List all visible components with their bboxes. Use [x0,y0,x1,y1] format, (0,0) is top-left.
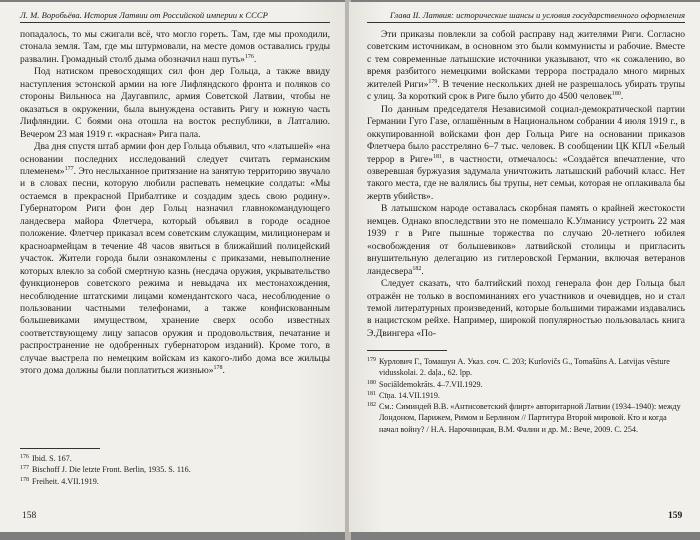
right-footnotes [367,356,685,435]
paragraph: Два дня спустя штаб армии фон дер Гольца объявил, что «латышей» «на основании последних исследований следует считать германским племенем»$^{177}$. Это неслыханное притязание на занятую территорию звучало и в словах песни, которую любили распевать немецкие солдаты: «Мы остаемся в прекрасной Прибалтике и создадим здесь свою родину». Губернатором Риги фон дер Гольц назначил главнокомандующего ландесвера майора Флетчера, который объявил в городе осадное положение. Флетчер приказал всем советским служащим, милиционерам и красноармейцам в течение 48 часов явиться в ближайший полицейский участок. Жители города были ознакомлены с приказами, невыполнение которых влекло за собой смертную казнь (несдача оружия, укрывательство функционеров советского режима и невыдача их местонахождения, несоблюдение штатскими лицами комендантского часа, несоблюдение о пользовании частными телефонами, а также конфискованным большевиками имуществом, хранение сверх особо известных соответствующему лицу запасов оружия и продовольствия, печатание и распространение не одобренных губернатором изданий). Кроме того, в случае выстрела по немецким войскам из какого-либо дома все жильцы этого дома должны были поплатиться жизнью»$^{178}$. [20,141,330,377]
left-running-head: Л. М. Воробьёва. История Латвии от Российской империи к СССР [20,10,330,23]
footnote-ref[interactable]: 177 [64,165,74,172]
left-footnotes [20,453,330,487]
paragraph: В латышском народе оставалась скорбная память о крайней жестокости немцев. Однако впоследствии это не помешало К.Улманису устроить 22 мая 1939 г в Риге пышные торжества по случаю 20-летнего юбилея «освобождения от большевиков» латвийской столицы и пригласить внушительную делегацию из гитлеровской Германии, включая ветеранов ландесвера$^{182}$. [367,203,685,277]
footnote: 180 Sociāldemokrāts. 4–7.VII.1929. [367,379,483,389]
paragraph: попадалось, то мы сжигали всё, что могло гореть. Там, где мы проходили, стонала земля. Там, где мы штурмовали, на месте домов оставались груды развалин. Громадный столб дыма обозначил наш путь»$^{176}$. [20,29,330,65]
left-page [0,2,347,532]
footnote-ref[interactable]: 179 [428,78,438,85]
right-running-head: Глава II. Латвия: исторические шансы и условия государственного оформления [367,10,685,23]
left-page-number: 158 [22,511,37,521]
footnote-ref[interactable]: 182 [412,265,422,272]
right-page [349,2,700,532]
right-page-number: 159 [668,511,683,521]
footnote-separator [20,448,100,449]
paragraph: Под натиском превосходящих сил фон дер Гольца, а также ввиду наступления эстонской армии на юге Лифляндского фронта и поляков со стороны Вильнюса на Даугавпилс, армия Советской Латвии, чтобы не оказаться в окружении, была вынуждена оставить Ригу и южную часть Лифляндии. С боями она отошла на восток республики, в Латгалию. Вечером 23 мая 1919 г. «красная» Рига пала. [20,66,330,140]
footnote: 176 Ibid. S. 167. [20,454,72,463]
paragraph: Следует сказать, что балтийский поход генерала фон дер Гольца был отражён не только в воспоминаниях его участников и очевидцев, но и стал темой литературных произведений, которые большими тиражами издавались в нацистском рейхе. Например, широкой популярностью пользовалась книга Э.Двингера «По- [367,278,685,339]
footnote-ref[interactable]: 176 [244,53,254,60]
right-body-text [367,29,685,340]
footnote-separator [367,350,447,351]
footnote-ref[interactable]: 180 [611,91,621,98]
paragraph: Эти приказы повлекли за собой расправу над жителями Риги. Согласно советским источникам, в основном это были коммунисты и рабочие. Вместе с тем современные латышские источники указывают, что «к сожалению, во время разбитого немецкими войсками террора пострадало много мирных жителей Риги»$^{179}$. В течение нескольких дней не разрешалось убирать трупы с улиц. За короткий срок в Риге было убито до 4500 человек$^{180}$. [367,29,685,103]
footnote: 182 См.: Симиндей В.В. «Антисоветский флирт» авторитарной Латвии (1934–1940): между Лондоном, Парижем, Римом и Берлином // Партитура Второй мировой. Кто и когда начал войну? / Н.А. Нарочницкая, В.М. Фалин и др. М.: Вече, 2009. С. 254. [367,402,681,434]
footnote: 181 Cīņa. 14.VII.1919. [367,390,440,400]
footnote: 179 Курлович Г., Томашун А. Указ. соч. С. 203; Kurlovičs G., Tomašūns A. Latvijas vēsture vidusskolai. 2. daļa., 62. lpp. [367,357,670,378]
footnote-ref[interactable]: 178 [213,365,223,372]
paragraph: По данным председателя Независимой социал-демократической партии Германии Гуго Газе, оглашённым в Национальном собрании 4 июля 1919 г., в оккупированной войсками фон дер Гольца Риге на основании приказов Флетчера было расстреляно 6–7 тыс. человек. В сообщении ЦК КПЛ «Белый террор в Риге»$^{181}$, в частности, отмечалось: «Создаётся впечатление, что озверевшая буржуазия задумала уничтожить латышский рабочий класс. Нет такого места, где не валялись бы трупы, нет семьи, которая не оплакивала бы жертв убийств». [367,103,685,202]
footnote: 178 Freiheit. 4.VII.1919. [20,476,99,486]
left-body-text [20,29,330,378]
footnote-ref[interactable]: 181 [432,153,442,160]
footnote: 177 Bischoff J. Die letzte Front. Berlin, 1935. S. 116. [20,465,191,475]
